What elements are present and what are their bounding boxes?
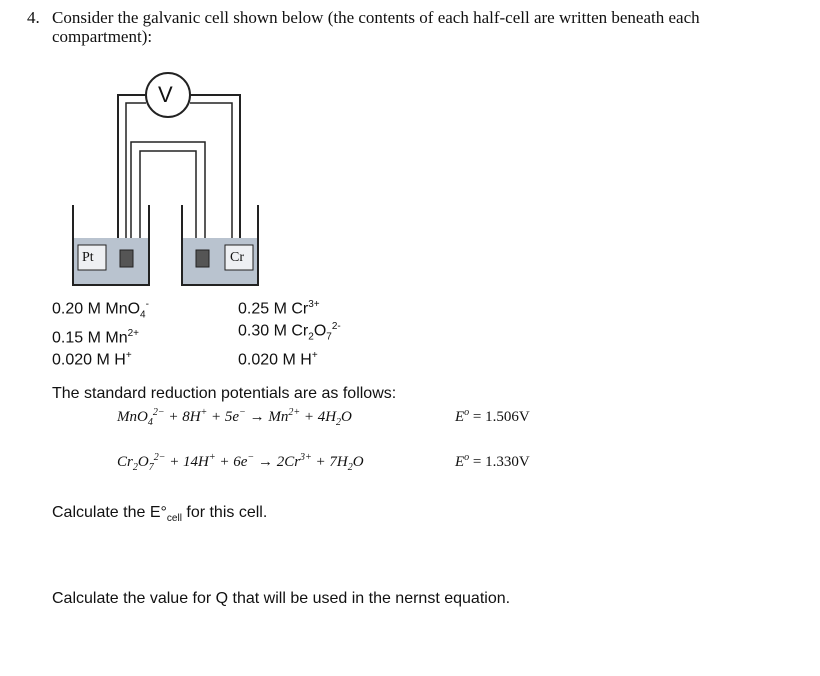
subscript: 4 bbox=[140, 309, 146, 321]
right-content-item bbox=[238, 347, 341, 369]
concentration: 0.20 M bbox=[52, 300, 106, 318]
prompt-text: Calculate the E° bbox=[52, 504, 167, 521]
prompt-ecell bbox=[52, 504, 267, 524]
prompt-q: Calculate the value for Q that will be used in the nernst equation. bbox=[52, 590, 511, 607]
eq-term: MnO bbox=[117, 409, 148, 425]
potentials-intro: The standard reduction potentials are as follows: bbox=[52, 385, 397, 402]
species: MnO bbox=[105, 300, 141, 318]
concentration: 0.020 M bbox=[238, 351, 301, 369]
eq-sub: 2 bbox=[347, 462, 353, 473]
species: H bbox=[300, 351, 312, 369]
eq-term: Mn bbox=[268, 409, 289, 425]
species: Cr bbox=[291, 322, 309, 340]
concentration: 0.15 M bbox=[52, 328, 106, 346]
arrow-icon: → bbox=[254, 454, 277, 470]
eq-term: O bbox=[341, 409, 352, 425]
eq-term: O bbox=[137, 454, 149, 470]
eq-sup: + bbox=[200, 407, 208, 418]
potential-cr2o7 bbox=[455, 452, 530, 471]
left-bridge-end bbox=[120, 250, 133, 267]
eq-sup: 2− bbox=[153, 452, 166, 463]
galvanic-cell-diagram bbox=[0, 0, 820, 300]
right-bridge-end bbox=[196, 250, 209, 267]
species: H bbox=[114, 351, 126, 369]
left-content-item bbox=[52, 325, 149, 347]
charge: 2- bbox=[331, 321, 341, 333]
eq-sub: 2 bbox=[132, 462, 138, 473]
e-value: = 1.330V bbox=[469, 454, 530, 470]
charge: + bbox=[311, 349, 318, 361]
e-sup: o bbox=[464, 452, 470, 463]
right-content-item bbox=[238, 318, 341, 347]
concentration: 0.020 M bbox=[52, 351, 115, 369]
eq-sup: 2− bbox=[152, 407, 165, 418]
eq-sub: 2 bbox=[336, 417, 342, 428]
prompt-sub: cell bbox=[166, 513, 182, 525]
eq-sub: 4 bbox=[147, 417, 153, 428]
arrow-icon: → bbox=[245, 409, 269, 425]
species: O bbox=[313, 322, 327, 340]
left-contents bbox=[52, 296, 149, 369]
eq-term: Cr bbox=[117, 454, 133, 470]
charge: 2+ bbox=[127, 327, 139, 339]
eq-term: + 5e bbox=[207, 409, 240, 425]
eq-term: 2Cr bbox=[276, 454, 301, 470]
concentration: 0.25 M bbox=[238, 300, 292, 318]
subscript: 7 bbox=[326, 331, 332, 343]
species: Cr bbox=[291, 300, 309, 318]
e-label: E bbox=[455, 454, 465, 470]
eq-term: + 7H bbox=[311, 454, 348, 470]
eq-sup: 2+ bbox=[288, 407, 301, 418]
right-electrode-label: Cr bbox=[230, 250, 244, 265]
eq-sub: 7 bbox=[148, 462, 154, 473]
eq-term: O bbox=[352, 454, 364, 470]
question-number: 4. bbox=[27, 8, 40, 27]
e-value: = 1.506V bbox=[469, 409, 530, 425]
eq-term: + 4H bbox=[300, 409, 337, 425]
equation-mno4 bbox=[117, 407, 352, 428]
subscript: 2 bbox=[308, 331, 314, 343]
right-content-item bbox=[238, 296, 341, 318]
eq-sup: 3+ bbox=[300, 452, 312, 463]
charge: + bbox=[125, 349, 132, 361]
e-sup: o bbox=[464, 407, 470, 418]
potential-mno4 bbox=[455, 407, 530, 426]
eq-sup: − bbox=[247, 452, 255, 463]
question-text-line2: compartment): bbox=[52, 27, 153, 46]
eq-term: + 6e bbox=[215, 454, 248, 470]
eq-sup: − bbox=[239, 407, 246, 418]
wire-inner bbox=[126, 103, 232, 255]
charge: 3+ bbox=[308, 299, 320, 310]
left-content-item bbox=[52, 296, 149, 325]
left-content-item bbox=[52, 347, 149, 369]
left-electrode-label: Pt bbox=[82, 250, 94, 265]
equation-cr2o7 bbox=[117, 452, 364, 473]
charge: - bbox=[145, 299, 149, 310]
wire bbox=[118, 95, 240, 255]
eq-term: + 14H bbox=[165, 454, 209, 470]
e-label: E bbox=[455, 409, 465, 425]
species: Mn bbox=[105, 328, 128, 346]
voltmeter-label: V bbox=[158, 82, 173, 107]
right-contents bbox=[238, 296, 341, 369]
question-text-line1: Consider the galvanic cell shown below (the contents of each half-cell are written beneath each bbox=[52, 8, 700, 27]
eq-term: + 8H bbox=[164, 409, 201, 425]
concentration: 0.30 M bbox=[238, 322, 292, 340]
prompt-rest: for this cell. bbox=[181, 504, 268, 521]
eq-sup: + bbox=[208, 452, 216, 463]
